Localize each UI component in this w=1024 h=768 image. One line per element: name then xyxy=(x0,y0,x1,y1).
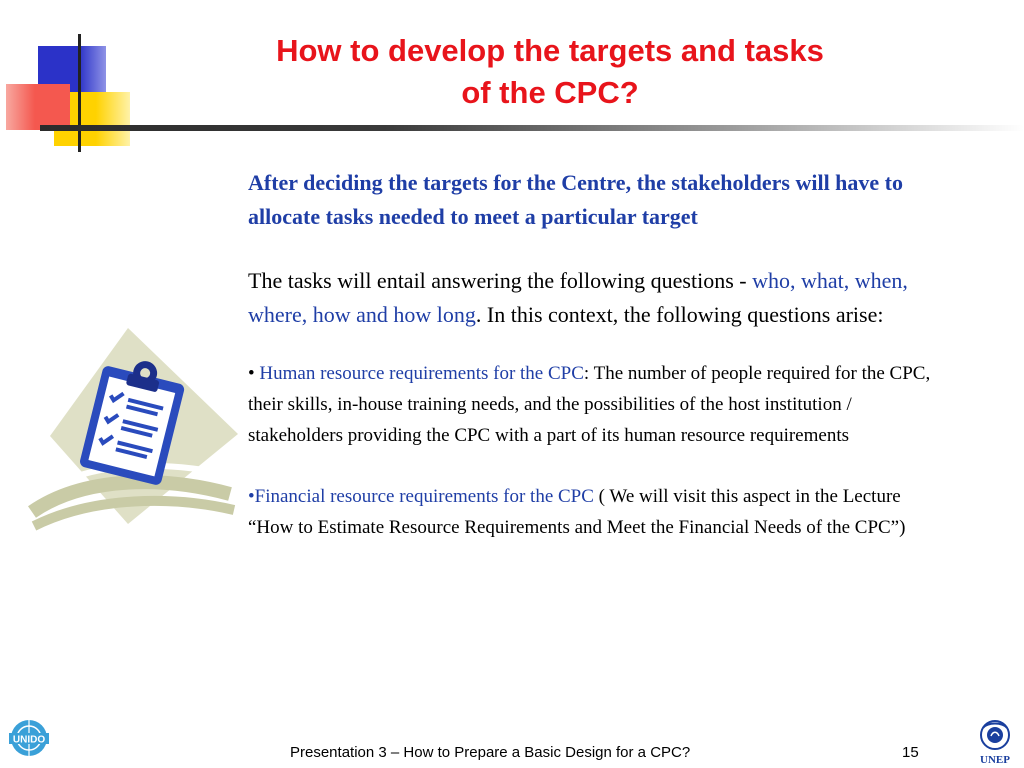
bullet-heading: Financial resource requirements for the CPC xyxy=(254,486,594,507)
tasks-text-before: The tasks will entail answering the following questions - xyxy=(248,268,753,293)
unep-emblem-icon xyxy=(972,718,1018,766)
bullet-marker: • xyxy=(248,486,255,507)
bullet-text: : The number of people required for the CPC, their skills, in-house training needs, and the possibilities of the host institution / stakeholders providing the CPC with a part of its human resource requirements xyxy=(248,363,931,446)
slide-title xyxy=(170,30,930,114)
bullet-text: ( We will visit this aspect in the Lecture “How to Estimate Resource Requirements and Meet the Financial Needs of the CPC”) xyxy=(248,486,906,538)
unido-emblem-icon xyxy=(6,718,52,765)
page-number: 15 xyxy=(902,744,919,761)
tasks-questions-highlight: who, what, when, where, how and how long xyxy=(248,268,908,327)
tasks-paragraph xyxy=(248,264,938,332)
title-line-1: How to develop the targets and tasks xyxy=(276,33,824,68)
slide-body xyxy=(248,166,938,573)
title-line-2: of the CPC? xyxy=(461,75,639,110)
intro-paragraph: After deciding the targets for the Centre, the stakeholders will have to allocate tasks needed to meet a particular target xyxy=(248,170,904,229)
footer-presentation-title: Presentation 3 – How to Prepare a Basic Design for a CPC? xyxy=(290,744,691,761)
unido-logo-text: UNIDO xyxy=(12,734,46,746)
bullet-heading: Human resource requirements for the CPC xyxy=(259,363,584,384)
unep-logo-text: UNEP xyxy=(980,754,1010,766)
title-underline xyxy=(40,125,1024,131)
clipboard-checklist-icon xyxy=(24,326,244,536)
bullet-human-resources xyxy=(248,358,938,451)
tasks-text-after: . In this context, the following questions arise: xyxy=(475,302,884,327)
bullet-marker: • xyxy=(248,363,260,384)
deco-vertical-line xyxy=(78,34,81,152)
deco-red-square xyxy=(6,84,70,130)
bullet-financial-resources xyxy=(248,481,938,543)
corner-decoration xyxy=(0,0,140,160)
